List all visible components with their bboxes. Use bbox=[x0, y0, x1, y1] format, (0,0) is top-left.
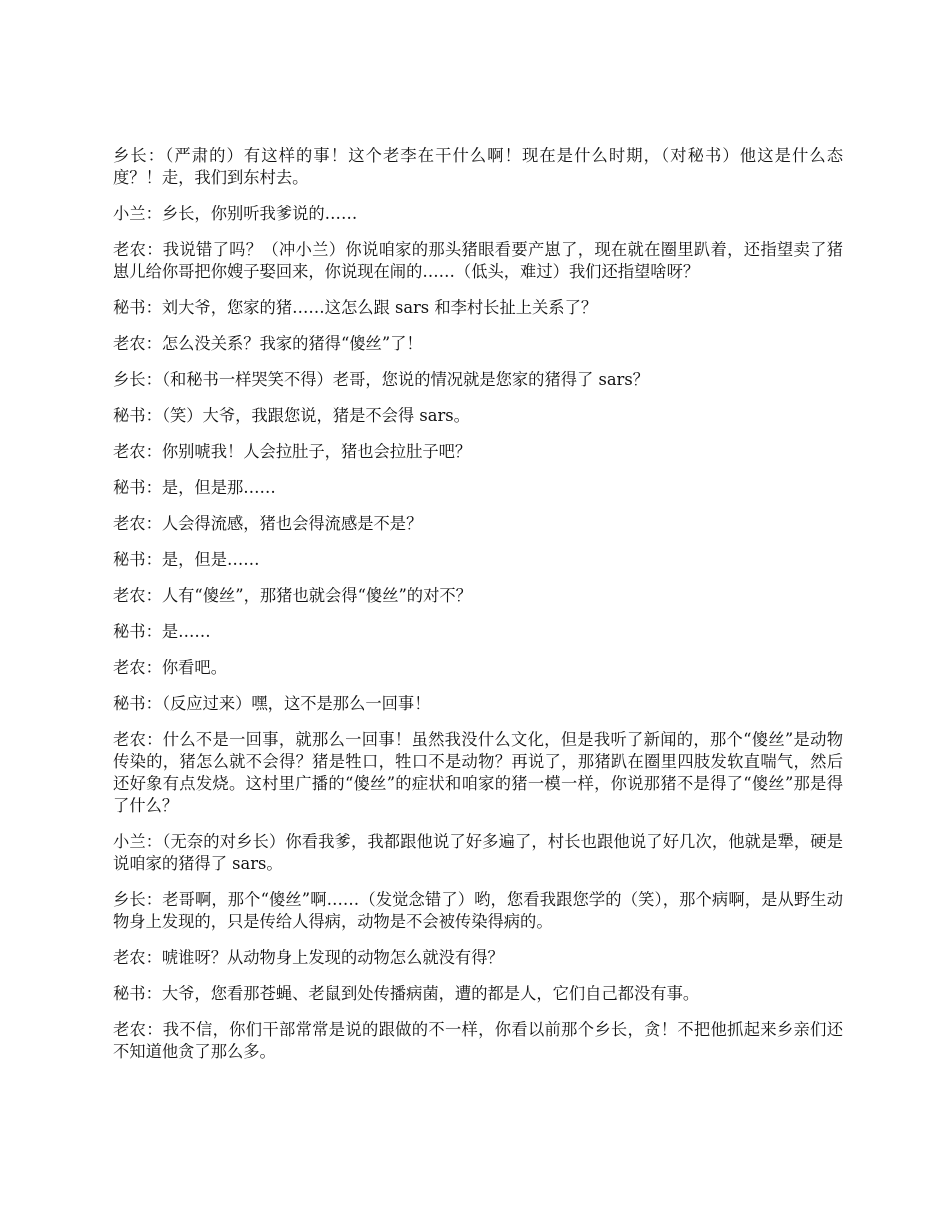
dialogue-paragraph: 小兰：（无奈的对乡长）你看我爹，我都跟他说了好多遍了，村长也跟他说了好几次，他就是犟，硬是说咱家的猪得了 sars。 bbox=[113, 832, 843, 873]
dialogue-paragraph: 乡长：（和秘书一样哭笑不得）老哥，您说的情况就是您家的猪得了 sars？ bbox=[113, 370, 649, 389]
dialogue-paragraph: 小兰：乡长，你别听我爹说的…… bbox=[113, 204, 358, 223]
dialogue-paragraph: 老农：唬谁呀？从动物身上发现的动物怎么就没有得？ bbox=[113, 948, 504, 967]
dialogue-paragraph: 老农：怎么没关系？我家的猪得“傻丝”了！ bbox=[113, 334, 423, 353]
dialogue-paragraph: 秘书：大爷，您看那苍蝇、老鼠到处传播病菌，遭的都是人，它们自己都没有事。 bbox=[113, 984, 700, 1003]
dialogue-paragraph: 秘书：是，但是那…… bbox=[113, 478, 276, 497]
dialogue-paragraph: 老农：人会得流感，猪也会得流感是不是？ bbox=[113, 514, 423, 533]
document-page bbox=[113, 145, 843, 1077]
dialogue-paragraph: 秘书：（笑）大爷，我跟您说，猪是不会得 sars。 bbox=[113, 406, 470, 425]
dialogue-paragraph: 秘书：是…… bbox=[113, 622, 211, 641]
dialogue-paragraph: 老农：你看吧。 bbox=[113, 658, 227, 677]
dialogue-paragraph: 乡长：（严肃的）有这样的事！这个老李在干什么啊！现在是什么时期，（对秘书）他这是什么态度？！走，我们到东村去。 bbox=[113, 146, 843, 187]
dialogue-paragraph: 老农：什么不是一回事，就那么一回事！虽然我没什么文化，但是我听了新闻的，那个“傻丝”是动物传染的，猪怎么就不会得？猪是牲口，牲口不是动物？再说了，那猪趴在圈里四肢发软直喘气，然后还好象有点发烧。这村里广播的“傻丝”的症状和咱家的猪一模一样，你说那猪不是得了“傻丝”那是得了什么？ bbox=[113, 730, 843, 815]
dialogue-paragraph: 老农：我不信，你们干部常常是说的跟做的不一样，你看以前那个乡长，贪！不把他抓起来乡亲们还不知道他贪了那么多。 bbox=[113, 1020, 843, 1061]
dialogue-paragraph: 秘书：是，但是…… bbox=[113, 550, 260, 569]
dialogue-paragraph: 老农：你别唬我！人会拉肚子，猪也会拉肚子吧？ bbox=[113, 442, 472, 461]
dialogue-paragraph: 秘书：刘大爷，您家的猪……这怎么跟 sars 和李村长扯上关系了？ bbox=[113, 298, 598, 317]
dialogue-paragraph: 老农：人有“傻丝”，那猪也就会得“傻丝”的对不？ bbox=[113, 586, 472, 605]
dialogue-paragraph: 老农：我说错了吗？（冲小兰）你说咱家的那头猪眼看要产崽了，现在就在圈里趴着，还指望卖了猪崽儿给你哥把你嫂子娶回来，你说现在闹的……（低头，难过）我们还指望啥呀？ bbox=[113, 240, 843, 281]
dialogue-paragraph: 乡长：老哥啊，那个“傻丝”啊……（发觉念错了）哟，您看我跟您学的（笑），那个病啊，是从野生动物身上发现的，只是传给人得病，动物是不会被传染得病的。 bbox=[113, 890, 843, 931]
dialogue-paragraph: 秘书：（反应过来）嘿，这不是那么一回事！ bbox=[113, 694, 431, 713]
